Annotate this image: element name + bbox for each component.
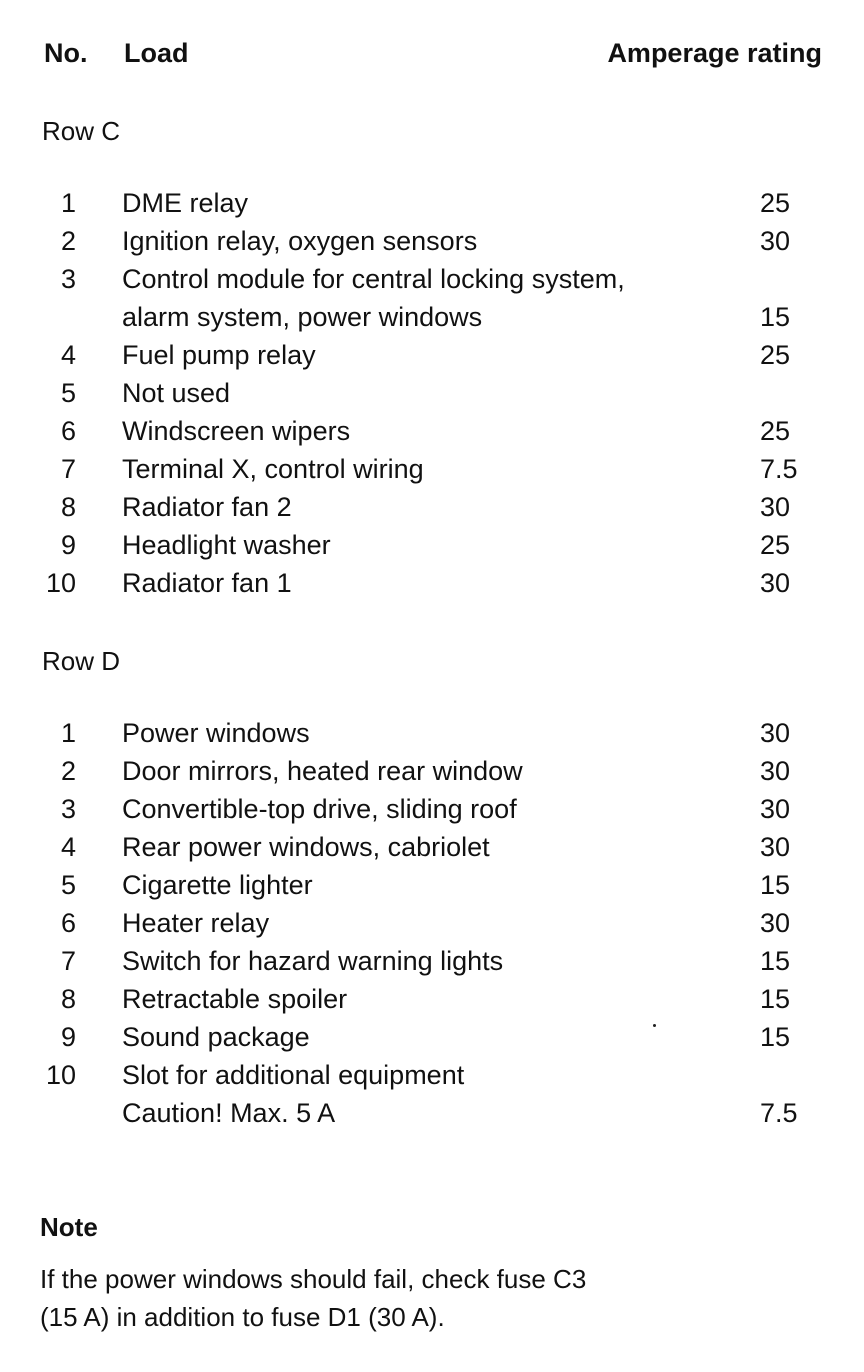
fuse-number: 1	[60, 188, 76, 218]
table-row	[0, 260, 864, 336]
fuse-load-description	[122, 336, 682, 374]
fuse-number: 8	[60, 984, 76, 1014]
fuse-number: 6	[60, 416, 76, 446]
load-line: Headlight washer	[122, 530, 331, 560]
header-load: Load	[124, 38, 189, 68]
note-section	[40, 1212, 820, 1336]
load-line: Heater relay	[122, 908, 270, 938]
table-row	[0, 222, 864, 260]
load-line: Retractable spoiler	[122, 984, 348, 1014]
fuse-load-description	[122, 904, 682, 942]
header-amperage-rating: Amperage rating	[607, 38, 822, 68]
load-line: Radiator fan 2	[122, 492, 292, 522]
load-line: Power windows	[122, 718, 310, 748]
amperage-rating: 15	[760, 1022, 791, 1052]
table-row	[0, 488, 864, 526]
load-line: Windscreen wipers	[122, 416, 351, 446]
table-row	[0, 752, 864, 790]
note-body	[40, 1260, 820, 1336]
fuse-number: 2	[60, 226, 76, 256]
amperage-rating: 30	[760, 756, 791, 786]
load-line: DME relay	[122, 188, 249, 218]
fuse-load-description	[122, 1056, 682, 1132]
load-line: Convertible-top drive, sliding roof	[122, 794, 517, 824]
table-header	[0, 38, 864, 74]
table-row	[0, 828, 864, 866]
fuse-number: 4	[60, 340, 76, 370]
amperage-rating: 25	[760, 340, 791, 370]
fuse-number: 10	[45, 1060, 76, 1090]
table-row	[0, 1056, 864, 1132]
print-speck	[653, 1024, 656, 1027]
table-row	[0, 526, 864, 564]
fuse-load-description	[122, 1018, 682, 1056]
table-row	[0, 790, 864, 828]
amperage-rating: 30	[760, 492, 791, 522]
row-c-table	[0, 184, 864, 602]
load-line: Door mirrors, heated rear window	[122, 756, 523, 786]
fuse-load-description	[122, 790, 682, 828]
fuse-load-description	[122, 374, 682, 412]
fuse-number: 5	[60, 378, 76, 408]
load-line: Slot for additional equipment	[122, 1060, 465, 1090]
amperage-rating: 15	[760, 946, 791, 976]
table-row	[0, 904, 864, 942]
note-line: (15 A) in addition to fuse D1 (30 A).	[40, 1302, 445, 1332]
load-line: Control module for central locking system,	[122, 264, 625, 294]
table-row	[0, 1018, 864, 1056]
load-line: Cigarette lighter	[122, 870, 313, 900]
fuse-load-description	[122, 222, 682, 260]
load-line: Ignition relay, oxygen sensors	[122, 226, 478, 256]
fuse-number: 6	[60, 908, 76, 938]
load-line: Not used	[122, 378, 231, 408]
fuse-load-description	[122, 828, 682, 866]
fuse-load-description	[122, 412, 682, 450]
amperage-rating: 7.5	[760, 454, 798, 484]
fuse-load-description	[122, 752, 682, 790]
fuse-number: 10	[45, 568, 76, 598]
fuse-load-description	[122, 980, 682, 1018]
fuse-number: 7	[60, 454, 76, 484]
amperage-rating: 30	[760, 226, 791, 256]
table-row	[0, 450, 864, 488]
fuse-number: 9	[60, 530, 76, 560]
amperage-rating: 30	[760, 908, 791, 938]
table-row	[0, 714, 864, 752]
fuse-load-description	[122, 260, 682, 336]
amperage-rating: 25	[760, 530, 791, 560]
amperage-rating: 15	[760, 302, 791, 332]
note-line: If the power windows should fail, check fuse C3	[40, 1264, 587, 1294]
load-line: alarm system, power windows	[122, 302, 483, 332]
amperage-rating: 30	[760, 794, 791, 824]
header-no: No.	[44, 38, 88, 68]
fuse-load-description	[122, 714, 682, 752]
amperage-rating: 15	[760, 870, 791, 900]
fuse-load-description	[122, 488, 682, 526]
row-d-table	[0, 714, 864, 1132]
amperage-rating: 30	[760, 832, 791, 862]
table-row	[0, 980, 864, 1018]
fuse-number: 5	[60, 870, 76, 900]
fuse-load-description	[122, 450, 682, 488]
fuse-number: 3	[60, 794, 76, 824]
fuse-number: 1	[60, 718, 76, 748]
load-line: Caution! Max. 5 A	[122, 1098, 336, 1128]
table-row	[0, 564, 864, 602]
load-line: Terminal X, control wiring	[122, 454, 424, 484]
fuse-load-description	[122, 564, 682, 602]
fuse-number: 8	[60, 492, 76, 522]
table-row	[0, 942, 864, 980]
fuse-number: 2	[60, 756, 76, 786]
load-line: Sound package	[122, 1022, 310, 1052]
amperage-rating: 30	[760, 718, 791, 748]
fuse-load-description	[122, 942, 682, 980]
amperage-rating: 25	[760, 188, 791, 218]
fuse-number: 9	[60, 1022, 76, 1052]
fuse-number: 3	[60, 264, 76, 294]
amperage-rating: 25	[760, 416, 791, 446]
amperage-rating: 30	[760, 568, 791, 598]
load-line: Rear power windows, cabriolet	[122, 832, 490, 862]
fuse-number: 4	[60, 832, 76, 862]
fuse-load-description	[122, 526, 682, 564]
fuse-load-description	[122, 866, 682, 904]
table-row	[0, 374, 864, 412]
table-row	[0, 184, 864, 222]
amperage-rating: 7.5	[760, 1098, 798, 1128]
note-title: Note	[40, 1212, 98, 1242]
row-d-label: Row D	[42, 646, 121, 676]
load-line: Radiator fan 1	[122, 568, 292, 598]
table-row	[0, 412, 864, 450]
load-line: Switch for hazard warning lights	[122, 946, 504, 976]
table-row	[0, 336, 864, 374]
load-line: Fuel pump relay	[122, 340, 316, 370]
fuse-load-description	[122, 184, 682, 222]
row-c-label: Row C	[42, 116, 121, 146]
amperage-rating: 15	[760, 984, 791, 1014]
fuse-number: 7	[60, 946, 76, 976]
table-row	[0, 866, 864, 904]
